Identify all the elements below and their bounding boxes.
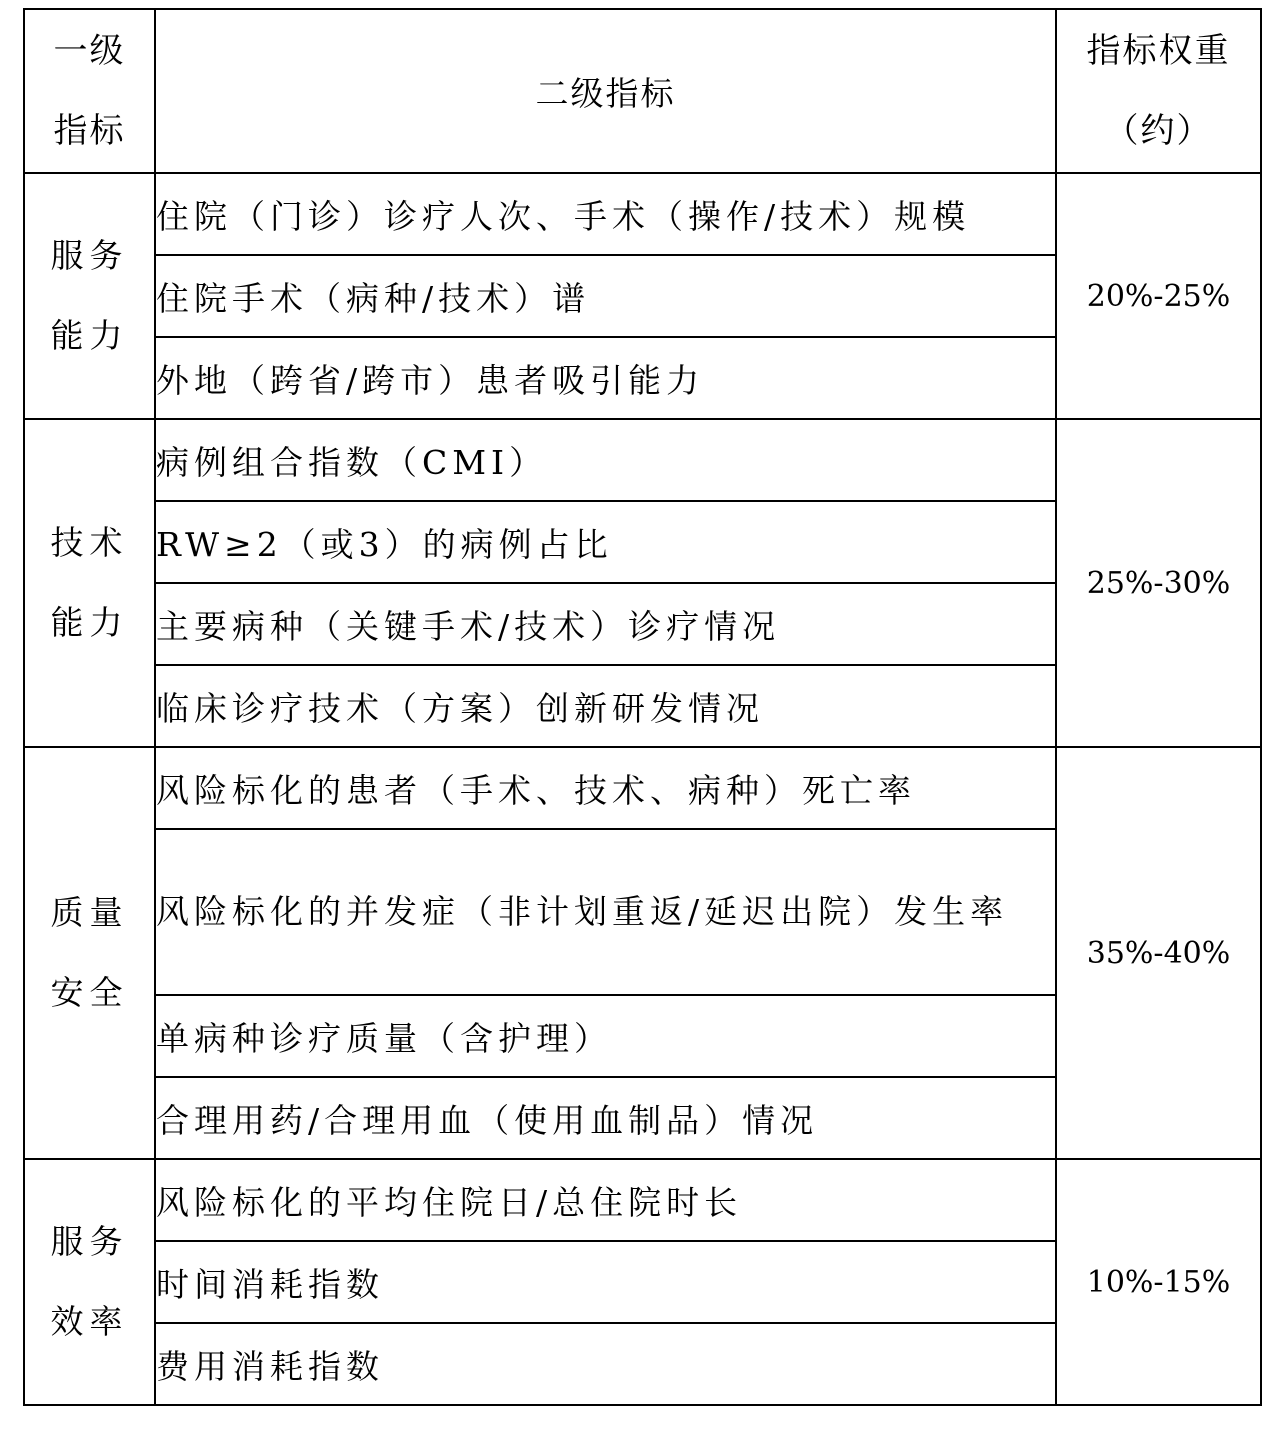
- header-level1: [24, 9, 155, 173]
- indicator-cell: 临床诊疗技术（方案）创新研发情况: [155, 665, 1056, 747]
- category-line1: 质量: [50, 893, 129, 932]
- category-line1: 技术: [50, 523, 129, 562]
- indicator-cell: 住院手术（病种/技术）谱: [155, 255, 1056, 337]
- category-cell: [24, 1159, 155, 1405]
- category-line2: 能力: [50, 316, 129, 355]
- indicator-cell: 风险标化的平均住院日/总住院时长: [155, 1159, 1056, 1241]
- weight-cell: 10%-15%: [1056, 1159, 1261, 1405]
- indicator-cell: 主要病种（关键手术/技术）诊疗情况: [155, 583, 1056, 665]
- indicator-cell: 合理用药/合理用血（使用血制品）情况: [155, 1077, 1056, 1159]
- indicator-cell: 风险标化的并发症（非计划重返/延迟出院）发生率: [155, 829, 1056, 995]
- category-line1: 服务: [50, 236, 129, 275]
- header-weight-line1: 指标权重: [1086, 31, 1231, 71]
- weight-cell: 20%-25%: [1056, 173, 1261, 419]
- header-level1-line2: 指标: [53, 111, 126, 151]
- indicator-cell: RW≥2（或3）的病例占比: [155, 501, 1056, 583]
- indicator-cell: 住院（门诊）诊疗人次、手术（操作/技术）规模: [155, 173, 1056, 255]
- indicator-cell: 费用消耗指数: [155, 1323, 1056, 1405]
- category-line2: 效率: [50, 1302, 129, 1341]
- table-row: [24, 419, 1261, 501]
- indicator-cell: 外地（跨省/跨市）患者吸引能力: [155, 337, 1056, 419]
- header-weight: [1056, 9, 1261, 173]
- indicator-cell: 病例组合指数（CMI）: [155, 419, 1056, 501]
- header-weight-line2: （约）: [1104, 111, 1213, 151]
- weight-cell: 35%-40%: [1056, 747, 1261, 1159]
- header-row: [24, 9, 1261, 173]
- table-row: [24, 1159, 1261, 1241]
- category-line2: 能力: [50, 603, 129, 642]
- indicator-cell: 风险标化的患者（手术、技术、病种）死亡率: [155, 747, 1056, 829]
- indicator-table: [23, 8, 1262, 1406]
- indicator-cell: 时间消耗指数: [155, 1241, 1056, 1323]
- header-level2: 二级指标: [155, 9, 1056, 173]
- category-cell: [24, 747, 155, 1159]
- category-line1: 服务: [50, 1222, 129, 1261]
- table-row: [24, 747, 1261, 829]
- weight-cell: 25%-30%: [1056, 419, 1261, 747]
- table-row: [24, 173, 1261, 255]
- category-cell: [24, 419, 155, 747]
- header-level1-line1: 一级: [53, 31, 126, 71]
- category-cell: [24, 173, 155, 419]
- indicator-cell: 单病种诊疗质量（含护理）: [155, 995, 1056, 1077]
- category-line2: 安全: [50, 973, 129, 1012]
